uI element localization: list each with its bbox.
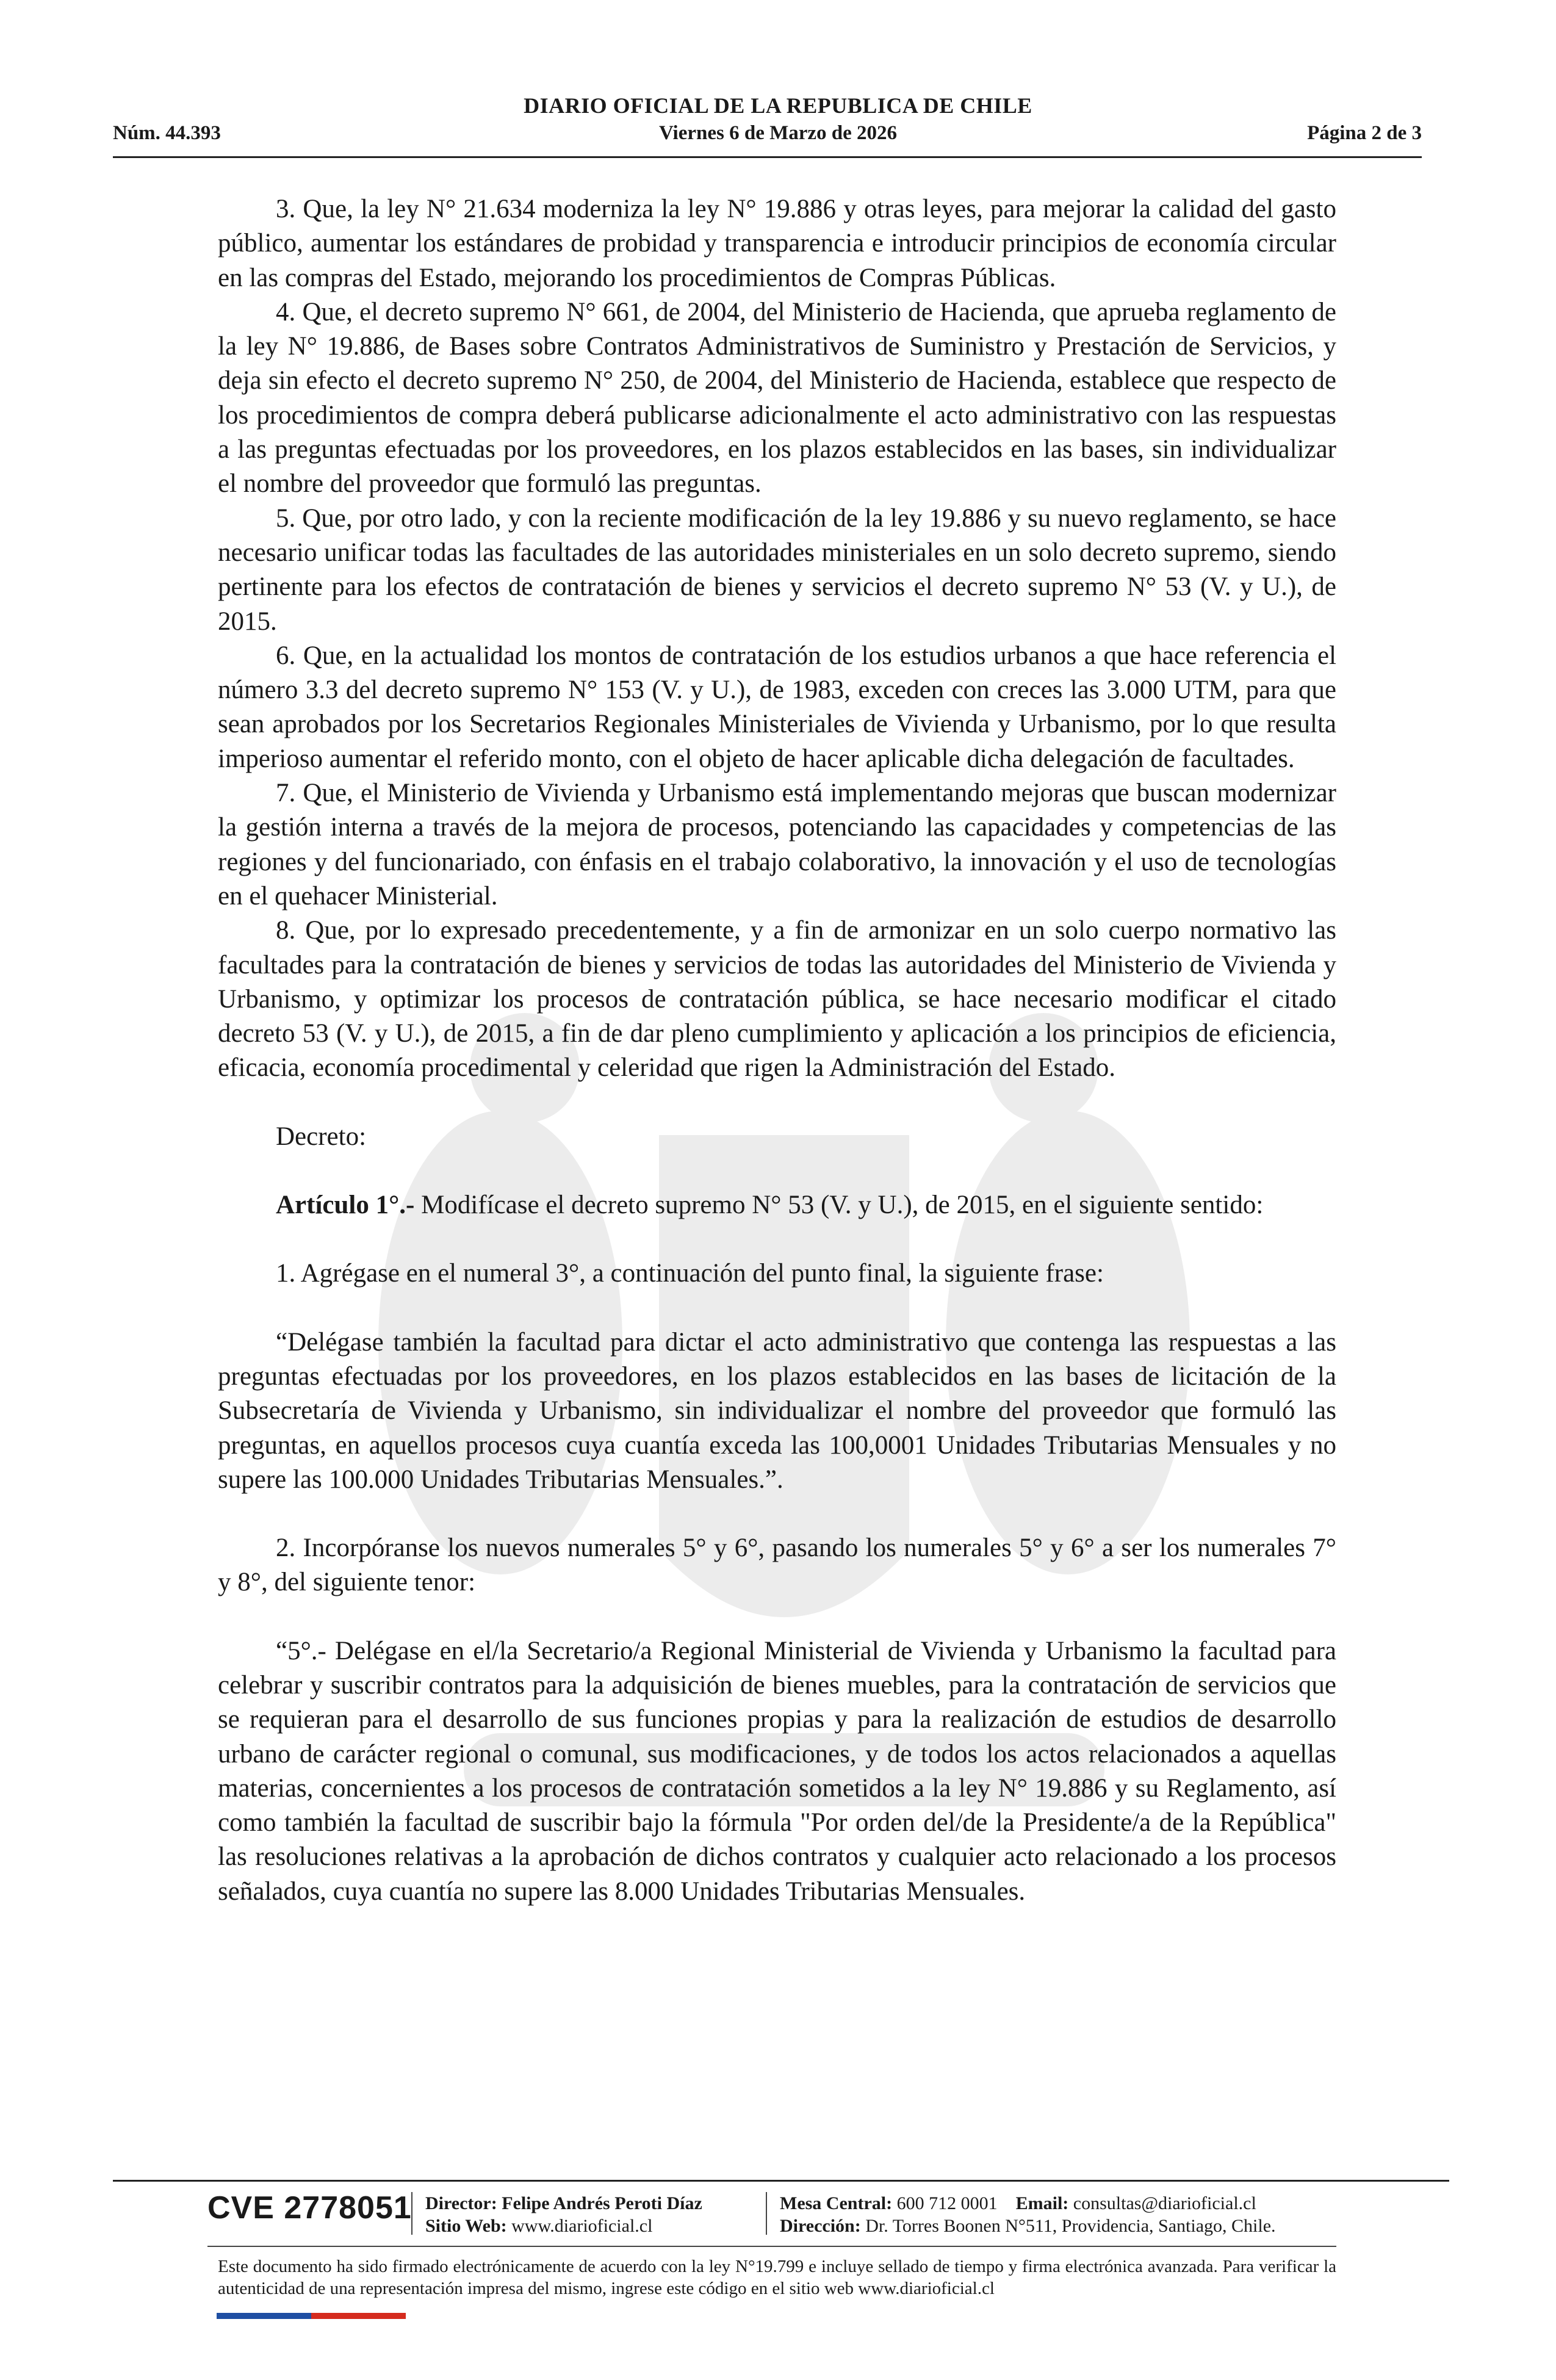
- chile-flag-stripe: [217, 2313, 406, 2319]
- issue-number: Núm. 44.393: [113, 122, 221, 144]
- article-1-item-2: 2. Incorpóranse los nuevos numerales 5° y 6°, pasando los numerales 5° y 6° a ser los numerales 7° y 8°, del siguiente tenor:: [218, 1534, 1336, 1597]
- article-1-quote-1: “Delégase también la facultad para dictar el acto administrativo que contenga las respuestas a las preguntas efectuadas por los proveedores, en los plazos establecidos en las bases de licitación de la Subsecretaría de Vivienda y Urbanismo, sin individualizar el nombre del proveedor que formuló las preguntas, en aquellos procesos cuya cuantía exceda las 100,0001 Unidades Tributarias Mensuales y no supere las 100.000 Unidades Tributarias Mensuales.”.: [218, 1327, 1336, 1494]
- document-body: [218, 192, 1336, 1909]
- footer-separator: [411, 2192, 412, 2235]
- footer-separator: [766, 2192, 767, 2235]
- email-link[interactable]: consultas@diarioficial.cl: [1073, 2193, 1256, 2213]
- header-divider: [113, 156, 1422, 158]
- mesa-value: 600 712 0001: [896, 2193, 998, 2213]
- cve-code: CVE 2778051: [207, 2190, 412, 2226]
- article-1-quote-2: “5°.- Delégase en el/la Secretario/a Regional Ministerial de Vivienda y Urbanismo la facultad para celebrar y suscribir contratos para la adquisición de bienes muebles, para la contratación de servicios que se requieran para el desarrollo de sus funciones propias y para la realización de estudios de desarrollo urbano de carácter regional o comunal, sus modificaciones, y de todos los actos relacionados a aquellas materias, concernientes a los procesos de contratación sometidos a la ley N° 19.886 y su Reglamento, así como también la facultad de suscribir bajo la fórmula "Por orden del/de la Presidente/a de la República" las resoluciones relativas a la aprobación de dichos contratos y cualquier acto relacionado a los procesos señalados, cuya cuantía no supere las 8.000 Unidades Tributarias Mensuales.: [218, 1636, 1336, 1906]
- article-1-item-1: 1. Agrégase en el numeral 3°, a continuación del punto final, la siguiente frase:: [276, 1259, 1104, 1288]
- considerando-7: 7. Que, el Ministerio de Vivienda y Urbanismo está implementando mejoras que buscan modernizar la gestión interna a través de la mejora de procesos, potenciando las capacidades y competencias de las regiones y del funcionariado, con énfasis en el trabajo colaborativo, la innovación y el uso de tecnologías en el quehacer Ministerial.: [218, 779, 1336, 911]
- considerando-5: 5. Que, por otro lado, y con la reciente modificación de la ley 19.886 y su nuevo reglamento, se hace necesario unificar todas las facultades de las autoridades ministeriales en un solo decreto supremo, siendo pertinente para los efectos de contratación de bienes y servicios el decreto supremo N° 53 (V. y U.), de 2015.: [218, 503, 1336, 636]
- footer-legal-note: Este documento ha sido firmado electrónicamente de acuerdo con la ley N°19.799 e incluye sellado de tiempo y firma electrónica avanzada. Para verificar la autenticidad de una representación impresa del mismo, ingrese este código en el sitio web www.diarioficial.cl: [218, 2257, 1336, 2298]
- publication-title: DIARIO OFICIAL DE LA REPUBLICA DE CHILE: [524, 93, 1032, 118]
- flag-red-segment: [311, 2313, 406, 2319]
- page-indicator: Página 2 de 3: [1307, 122, 1422, 144]
- considerando-8: 8. Que, por lo expresado precedentemente, y a fin de armonizar en un solo cuerpo normativo las facultades para la contratación de bienes y servicios de todas las autoridades del Ministerio de Vivienda y Urbanismo, y optimizar los procesos de contratación pública, se hace necesario modificar el citado decreto 53 (V. y U.), de 2015, a fin de dar pleno cumplimiento y aplicación a los principios de eficiencia, eficacia, economía procedimental y celeridad que rigen la Administración del Estado.: [218, 916, 1336, 1083]
- article-1-text: Modifícase el decreto supremo N° 53 (V. y U.), de 2015, en el siguiente sentido:: [414, 1191, 1264, 1220]
- director-name: Felipe Andrés Peroti Díaz: [502, 2193, 702, 2213]
- mesa-label: Mesa Central:: [780, 2193, 893, 2213]
- address-value: Dr. Torres Boonen N°511, Providencia, Santiago, Chile.: [865, 2216, 1276, 2236]
- email-label: Email:: [1015, 2193, 1069, 2213]
- address-label: Dirección:: [780, 2216, 861, 2236]
- footer-divider-mid: [207, 2246, 1336, 2247]
- considerando-6: 6. Que, en la actualidad los montos de contratación de los estudios urbanos a que hace referencia el número 3.3 del decreto supremo N° 153 (V. y U.), de 1983, exceden con creces las 3.000 UTM, para que sean aprobados por los Secretarios Regionales Ministeriales de Vivienda y Urbanismo, por lo que resulta imperioso aumentar el referido monto, con el objeto de hacer aplicable dicha delegación de facultades.: [218, 641, 1336, 773]
- considerando-4: 4. Que, el decreto supremo N° 661, de 2004, del Ministerio de Hacienda, que aprueba reglamento de la ley N° 19.886, de Bases sobre Contratos Administrativos de Suministro y Prestación de Servicios, y deja sin efecto el decreto supremo N° 250, de 2004, del Ministerio de Hacienda, establece que respecto de los procedimientos de compra deberá publicarse adicionalmente el acto administrativo con las respuestas a las preguntas efectuadas por los proveedores, en los plazos establecidos en las bases, sin individualizar el nombre del proveedor que formuló las preguntas.: [218, 297, 1336, 499]
- issue-date: Viernes 6 de Marzo de 2026: [658, 122, 898, 144]
- footer-contact-block: [780, 2192, 1276, 2237]
- decreto-heading: Decreto:: [276, 1122, 367, 1151]
- footer-divider-top: [113, 2180, 1449, 2182]
- article-1-label: Artículo 1°.-: [276, 1191, 415, 1220]
- flag-blue-segment: [217, 2313, 311, 2319]
- footer-director-block: [425, 2192, 702, 2237]
- director-label: Director:: [425, 2193, 497, 2213]
- article-1: [218, 1188, 1336, 1222]
- considerando-3: 3. Que, la ley N° 21.634 moderniza la ley N° 19.886 y otras leyes, para mejorar la calidad del gasto público, aumentar los estándares de probidad y transparencia e introducir principios de economía circular en las compras del Estado, mejorando los procedimientos de Compras Públicas.: [218, 195, 1336, 292]
- site-label: Sitio Web:: [425, 2216, 507, 2236]
- site-link[interactable]: www.diarioficial.cl: [511, 2216, 653, 2236]
